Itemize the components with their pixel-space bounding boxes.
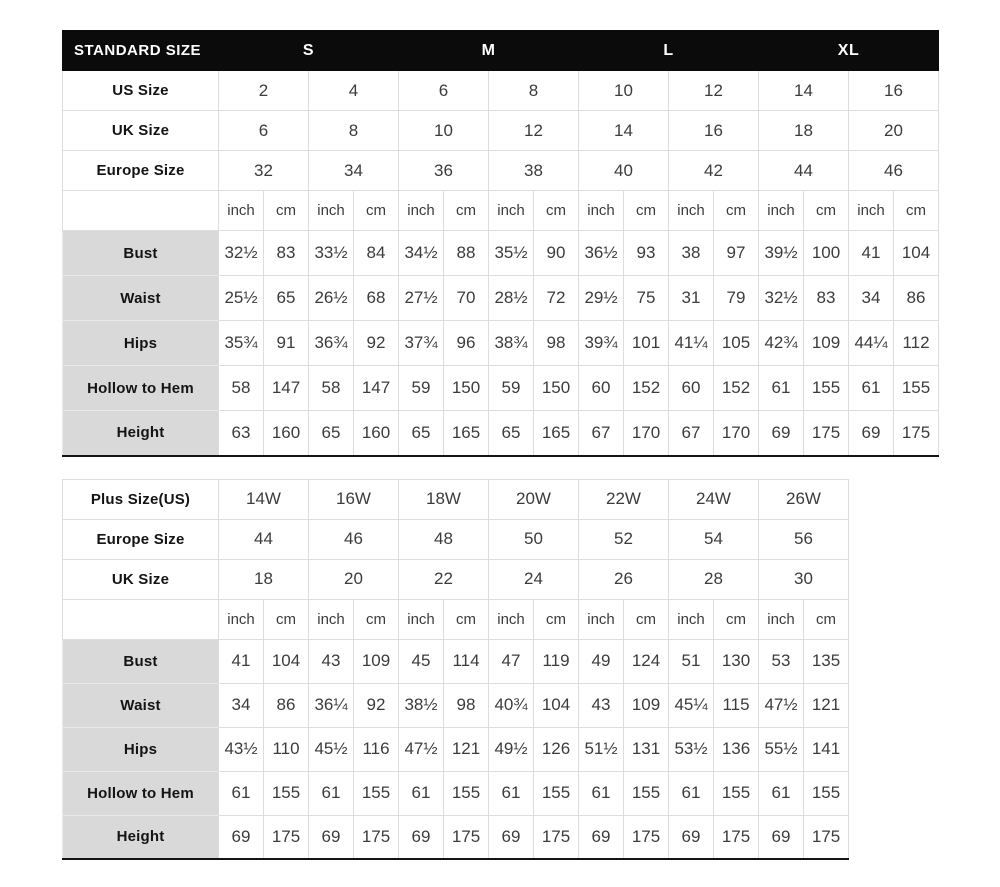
size-group-label: XL xyxy=(759,31,939,71)
measurement-value: 155 xyxy=(714,771,759,815)
measurement-value: 60 xyxy=(669,366,714,411)
measurement-value: 69 xyxy=(309,815,354,859)
measurement-value: 55½ xyxy=(759,727,804,771)
measurement-row xyxy=(63,276,939,321)
unit-label: inch xyxy=(309,599,354,639)
measurement-value: 141 xyxy=(804,727,849,771)
measurement-value: 51 xyxy=(669,639,714,683)
size-value: 4 xyxy=(309,71,399,111)
measurement-value: 38¾ xyxy=(489,321,534,366)
size-value: 14W xyxy=(219,479,309,519)
unit-label: cm xyxy=(444,191,489,231)
measurement-value: 175 xyxy=(804,815,849,859)
unit-label: cm xyxy=(534,191,579,231)
unit-label: inch xyxy=(759,191,804,231)
size-row xyxy=(63,559,849,599)
measurement-value: 165 xyxy=(444,411,489,456)
measurement-value: 91 xyxy=(264,321,309,366)
measurement-value: 131 xyxy=(624,727,669,771)
measurement-value: 69 xyxy=(489,815,534,859)
unit-row-empty-cell xyxy=(63,191,219,231)
measurement-value: 32½ xyxy=(759,276,804,321)
size-value: 16 xyxy=(849,71,939,111)
size-value: 20W xyxy=(489,479,579,519)
size-value: 16W xyxy=(309,479,399,519)
measurement-value: 68 xyxy=(354,276,399,321)
measurement-value: 69 xyxy=(579,815,624,859)
unit-label: inch xyxy=(309,191,354,231)
size-group-label: M xyxy=(399,31,579,71)
measurement-value: 38 xyxy=(669,231,714,276)
size-value: 38 xyxy=(489,151,579,191)
measurement-value: 53½ xyxy=(669,727,714,771)
measurement-value: 61 xyxy=(669,771,714,815)
measurement-value: 101 xyxy=(624,321,669,366)
size-group-label: L xyxy=(579,31,759,71)
unit-label: cm xyxy=(264,191,309,231)
size-row xyxy=(63,71,939,111)
size-row xyxy=(63,479,849,519)
measurement-value: 38½ xyxy=(399,683,444,727)
unit-label: inch xyxy=(579,191,624,231)
measurement-value: 65 xyxy=(489,411,534,456)
measurement-value: 35¾ xyxy=(219,321,264,366)
size-value: 16 xyxy=(669,111,759,151)
measurement-value: 126 xyxy=(534,727,579,771)
unit-label: inch xyxy=(669,599,714,639)
size-value: 44 xyxy=(759,151,849,191)
measurement-label: Hollow to Hem xyxy=(63,366,219,411)
measurement-value: 36¼ xyxy=(309,683,354,727)
measurement-value: 165 xyxy=(534,411,579,456)
measurement-value: 160 xyxy=(264,411,309,456)
measurement-value: 39¾ xyxy=(579,321,624,366)
measurement-value: 152 xyxy=(624,366,669,411)
measurement-value: 35½ xyxy=(489,231,534,276)
measurement-value: 69 xyxy=(759,411,804,456)
measurement-value: 41 xyxy=(849,231,894,276)
unit-label: cm xyxy=(354,191,399,231)
measurement-value: 41 xyxy=(219,639,264,683)
measurement-value: 47½ xyxy=(759,683,804,727)
measurement-value: 40¾ xyxy=(489,683,534,727)
measurement-value: 69 xyxy=(219,815,264,859)
size-value: 36 xyxy=(399,151,489,191)
measurement-row xyxy=(63,683,849,727)
measurement-value: 32½ xyxy=(219,231,264,276)
measurement-value: 109 xyxy=(624,683,669,727)
measurement-value: 135 xyxy=(804,639,849,683)
measurement-value: 61 xyxy=(219,771,264,815)
measurement-label: Hollow to Hem xyxy=(63,771,219,815)
measurement-label: Hips xyxy=(63,321,219,366)
measurement-value: 53 xyxy=(759,639,804,683)
measurement-label: Waist xyxy=(63,276,219,321)
size-row xyxy=(63,111,939,151)
measurement-value: 41¼ xyxy=(669,321,714,366)
measurement-value: 58 xyxy=(309,366,354,411)
unit-label: cm xyxy=(624,599,669,639)
measurement-label: Hips xyxy=(63,727,219,771)
measurement-value: 130 xyxy=(714,639,759,683)
size-value: 48 xyxy=(399,519,489,559)
measurement-value: 104 xyxy=(894,231,939,276)
measurement-value: 175 xyxy=(894,411,939,456)
measurement-value: 155 xyxy=(354,771,399,815)
size-row-label: Plus Size(US) xyxy=(63,479,219,519)
measurement-value: 175 xyxy=(534,815,579,859)
measurement-value: 155 xyxy=(624,771,669,815)
size-value: 20 xyxy=(849,111,939,151)
measurement-value: 92 xyxy=(354,321,399,366)
measurement-value: 155 xyxy=(444,771,489,815)
measurement-value: 69 xyxy=(759,815,804,859)
size-value: 10 xyxy=(399,111,489,151)
measurement-value: 147 xyxy=(264,366,309,411)
measurement-value: 31 xyxy=(669,276,714,321)
measurement-value: 70 xyxy=(444,276,489,321)
measurement-value: 175 xyxy=(354,815,399,859)
size-value: 54 xyxy=(669,519,759,559)
measurement-value: 37¾ xyxy=(399,321,444,366)
measurement-value: 147 xyxy=(354,366,399,411)
measurement-value: 86 xyxy=(894,276,939,321)
measurement-value: 43 xyxy=(579,683,624,727)
size-value: 56 xyxy=(759,519,849,559)
unit-label: cm xyxy=(534,599,579,639)
measurement-value: 97 xyxy=(714,231,759,276)
measurement-value: 110 xyxy=(264,727,309,771)
measurement-value: 45¼ xyxy=(669,683,714,727)
measurement-value: 121 xyxy=(444,727,489,771)
size-value: 42 xyxy=(669,151,759,191)
size-value: 32 xyxy=(219,151,309,191)
measurement-value: 155 xyxy=(804,366,849,411)
unit-label: inch xyxy=(849,191,894,231)
size-value: 8 xyxy=(489,71,579,111)
measurement-value: 79 xyxy=(714,276,759,321)
measurement-label: Height xyxy=(63,411,219,456)
measurement-value: 29½ xyxy=(579,276,624,321)
measurement-value: 49 xyxy=(579,639,624,683)
measurement-value: 124 xyxy=(624,639,669,683)
measurement-value: 170 xyxy=(624,411,669,456)
measurement-value: 69 xyxy=(669,815,714,859)
measurement-value: 69 xyxy=(399,815,444,859)
measurement-label: Bust xyxy=(63,639,219,683)
measurement-value: 67 xyxy=(669,411,714,456)
measurement-value: 45½ xyxy=(309,727,354,771)
measurement-value: 96 xyxy=(444,321,489,366)
measurement-value: 175 xyxy=(804,411,849,456)
measurement-value: 65 xyxy=(264,276,309,321)
unit-label: inch xyxy=(219,599,264,639)
size-value: 10 xyxy=(579,71,669,111)
measurement-value: 61 xyxy=(489,771,534,815)
size-value: 2 xyxy=(219,71,309,111)
measurement-value: 98 xyxy=(534,321,579,366)
unit-label: inch xyxy=(399,191,444,231)
measurement-value: 175 xyxy=(624,815,669,859)
unit-row xyxy=(63,191,939,231)
measurement-value: 84 xyxy=(354,231,399,276)
measurement-value: 114 xyxy=(444,639,489,683)
measurement-value: 83 xyxy=(264,231,309,276)
size-value: 50 xyxy=(489,519,579,559)
unit-label: inch xyxy=(219,191,264,231)
measurement-value: 119 xyxy=(534,639,579,683)
measurement-value: 116 xyxy=(354,727,399,771)
measurement-value: 61 xyxy=(309,771,354,815)
size-value: 22W xyxy=(579,479,669,519)
measurement-label: Waist xyxy=(63,683,219,727)
table-title: STANDARD SIZE xyxy=(63,31,219,71)
measurement-value: 69 xyxy=(849,411,894,456)
unit-row xyxy=(63,599,849,639)
size-value: 46 xyxy=(309,519,399,559)
measurement-value: 93 xyxy=(624,231,669,276)
measurement-value: 39½ xyxy=(759,231,804,276)
standard-size-table xyxy=(62,30,939,457)
measurement-value: 25½ xyxy=(219,276,264,321)
size-value: 18W xyxy=(399,479,489,519)
measurement-value: 175 xyxy=(264,815,309,859)
measurement-value: 65 xyxy=(399,411,444,456)
measurement-value: 61 xyxy=(399,771,444,815)
size-value: 18 xyxy=(759,111,849,151)
size-value: 24 xyxy=(489,559,579,599)
measurement-value: 61 xyxy=(579,771,624,815)
measurement-value: 43 xyxy=(309,639,354,683)
size-value: 24W xyxy=(669,479,759,519)
measurement-value: 90 xyxy=(534,231,579,276)
measurement-value: 34 xyxy=(849,276,894,321)
size-value: 26 xyxy=(579,559,669,599)
measurement-value: 26½ xyxy=(309,276,354,321)
measurement-row xyxy=(63,411,939,456)
measurement-value: 33½ xyxy=(309,231,354,276)
size-value: 12 xyxy=(489,111,579,151)
measurement-label: Bust xyxy=(63,231,219,276)
measurement-value: 36¾ xyxy=(309,321,354,366)
measurement-value: 63 xyxy=(219,411,264,456)
measurement-value: 65 xyxy=(309,411,354,456)
measurement-value: 61 xyxy=(759,771,804,815)
unit-label: inch xyxy=(669,191,714,231)
measurement-value: 34½ xyxy=(399,231,444,276)
size-value: 6 xyxy=(399,71,489,111)
measurement-value: 100 xyxy=(804,231,849,276)
unit-label: inch xyxy=(759,599,804,639)
measurement-value: 150 xyxy=(534,366,579,411)
size-row-label: Europe Size xyxy=(63,151,219,191)
plus-size-table xyxy=(62,479,849,861)
measurement-value: 109 xyxy=(804,321,849,366)
measurement-value: 155 xyxy=(804,771,849,815)
measurement-value: 42¾ xyxy=(759,321,804,366)
unit-label: inch xyxy=(489,599,534,639)
measurement-value: 61 xyxy=(849,366,894,411)
measurement-value: 155 xyxy=(894,366,939,411)
unit-label: cm xyxy=(264,599,309,639)
unit-label: cm xyxy=(354,599,399,639)
measurement-value: 170 xyxy=(714,411,759,456)
size-row-label: UK Size xyxy=(63,111,219,151)
measurement-row xyxy=(63,321,939,366)
size-value: 6 xyxy=(219,111,309,151)
unit-label: cm xyxy=(714,191,759,231)
measurement-value: 92 xyxy=(354,683,399,727)
size-value: 20 xyxy=(309,559,399,599)
measurement-value: 59 xyxy=(399,366,444,411)
size-value: 14 xyxy=(759,71,849,111)
size-row-label: UK Size xyxy=(63,559,219,599)
size-row xyxy=(63,519,849,559)
size-row xyxy=(63,151,939,191)
measurement-value: 136 xyxy=(714,727,759,771)
measurement-row xyxy=(63,771,849,815)
measurement-value: 75 xyxy=(624,276,669,321)
measurement-value: 175 xyxy=(444,815,489,859)
measurement-value: 36½ xyxy=(579,231,624,276)
measurement-row xyxy=(63,639,849,683)
measurement-row xyxy=(63,815,849,859)
size-value: 46 xyxy=(849,151,939,191)
measurement-value: 83 xyxy=(804,276,849,321)
measurement-value: 47½ xyxy=(399,727,444,771)
measurement-value: 112 xyxy=(894,321,939,366)
size-value: 28 xyxy=(669,559,759,599)
measurement-value: 61 xyxy=(759,366,804,411)
measurement-value: 45 xyxy=(399,639,444,683)
measurement-value: 34 xyxy=(219,683,264,727)
measurement-value: 104 xyxy=(534,683,579,727)
measurement-value: 175 xyxy=(714,815,759,859)
measurement-value: 152 xyxy=(714,366,759,411)
size-value: 22 xyxy=(399,559,489,599)
size-value: 40 xyxy=(579,151,669,191)
size-value: 44 xyxy=(219,519,309,559)
size-value: 18 xyxy=(219,559,309,599)
size-group-label: S xyxy=(219,31,399,71)
measurement-value: 72 xyxy=(534,276,579,321)
measurement-row xyxy=(63,366,939,411)
measurement-value: 49½ xyxy=(489,727,534,771)
unit-label: cm xyxy=(804,599,849,639)
measurement-value: 44¼ xyxy=(849,321,894,366)
measurement-value: 43½ xyxy=(219,727,264,771)
measurement-value: 150 xyxy=(444,366,489,411)
unit-row-empty-cell xyxy=(63,599,219,639)
measurement-value: 86 xyxy=(264,683,309,727)
measurement-value: 115 xyxy=(714,683,759,727)
measurement-value: 28½ xyxy=(489,276,534,321)
measurement-value: 51½ xyxy=(579,727,624,771)
size-value: 26W xyxy=(759,479,849,519)
measurement-value: 98 xyxy=(444,683,489,727)
measurement-value: 88 xyxy=(444,231,489,276)
measurement-row xyxy=(63,231,939,276)
unit-label: cm xyxy=(624,191,669,231)
unit-label: inch xyxy=(579,599,624,639)
size-value: 12 xyxy=(669,71,759,111)
unit-label: cm xyxy=(444,599,489,639)
measurement-value: 155 xyxy=(534,771,579,815)
size-row-label: US Size xyxy=(63,71,219,111)
measurement-value: 105 xyxy=(714,321,759,366)
size-value: 30 xyxy=(759,559,849,599)
measurement-value: 155 xyxy=(264,771,309,815)
unit-label: inch xyxy=(399,599,444,639)
measurement-label: Height xyxy=(63,815,219,859)
unit-label: inch xyxy=(489,191,534,231)
size-row-label: Europe Size xyxy=(63,519,219,559)
measurement-value: 47 xyxy=(489,639,534,683)
measurement-value: 160 xyxy=(354,411,399,456)
size-value: 34 xyxy=(309,151,399,191)
unit-label: cm xyxy=(714,599,759,639)
measurement-value: 60 xyxy=(579,366,624,411)
unit-label: cm xyxy=(894,191,939,231)
size-value: 14 xyxy=(579,111,669,151)
measurement-value: 109 xyxy=(354,639,399,683)
measurement-value: 27½ xyxy=(399,276,444,321)
unit-label: cm xyxy=(804,191,849,231)
measurement-row xyxy=(63,727,849,771)
measurement-value: 67 xyxy=(579,411,624,456)
size-value: 52 xyxy=(579,519,669,559)
measurement-value: 59 xyxy=(489,366,534,411)
size-value: 8 xyxy=(309,111,399,151)
measurement-value: 121 xyxy=(804,683,849,727)
measurement-value: 104 xyxy=(264,639,309,683)
table-header-row xyxy=(63,31,939,71)
measurement-value: 58 xyxy=(219,366,264,411)
